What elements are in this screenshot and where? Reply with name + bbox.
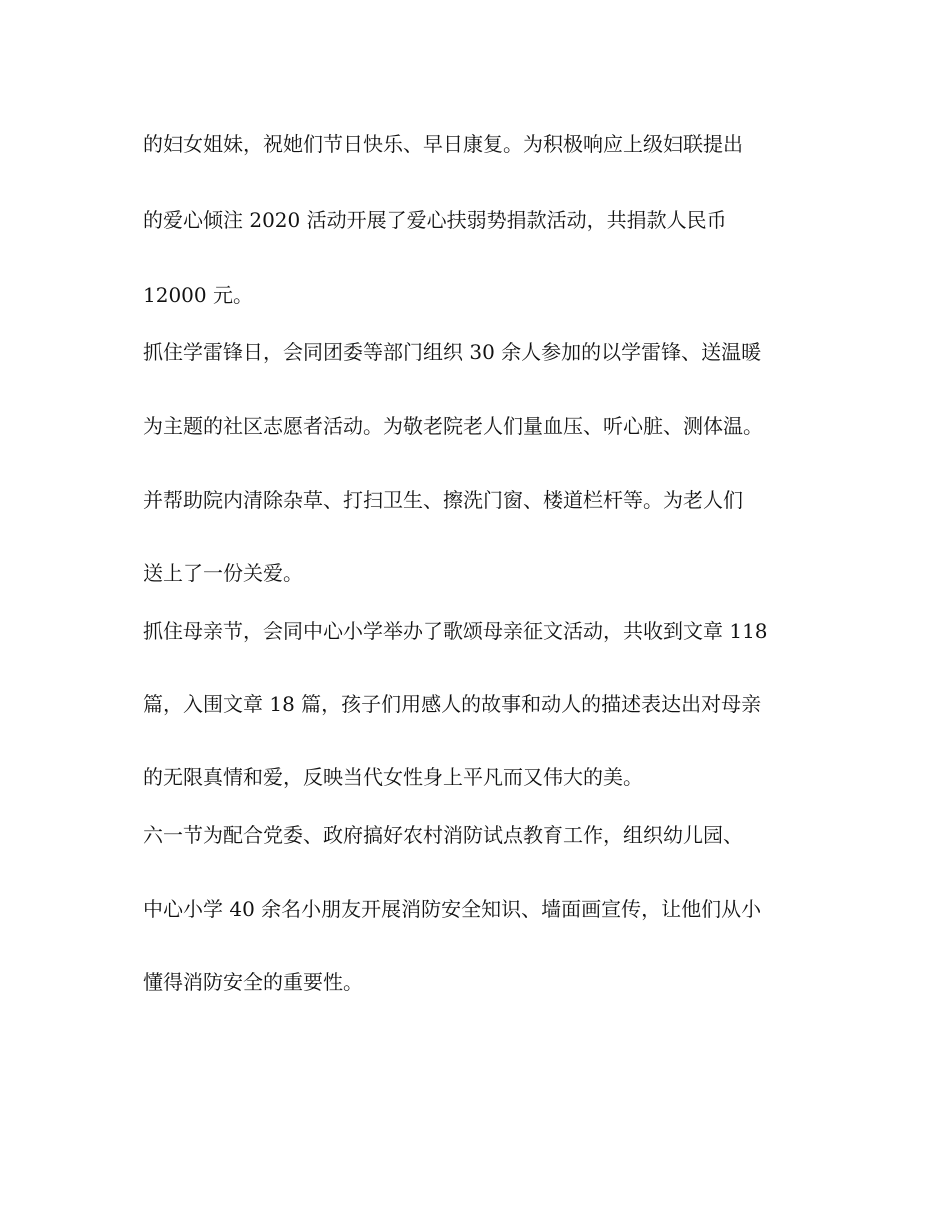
text-line: 中心小学 40 余名小朋友开展消防安全知识、墙面画宣传，让他们从小: [143, 897, 762, 921]
text-line: 篇，入围文章 18 篇，孩子们用感人的故事和动人的描述表达出对母亲: [143, 692, 762, 716]
text-line: 懂得消防安全的重要性。: [143, 970, 363, 994]
text-line: 送上了一份关爱。: [143, 561, 303, 585]
text-line: 的无限真情和爱，反映当代女性身上平凡而又伟大的美。: [143, 765, 643, 789]
text-line: 为主题的社区志愿者活动。为敬老院老人们量血压、听心脏、测体温。: [143, 414, 763, 438]
text-line: 的爱心倾注 2020 活动开展了爱心扶弱势捐款活动，共捐款人民币: [143, 208, 727, 232]
text-line: 抓住学雷锋日，会同团委等部门组织 30 余人参加的以学雷锋、送温暖: [143, 340, 762, 364]
text-line: 抓住母亲节，会同中心小学举办了歌颂母亲征文活动，共收到文章 118: [143, 619, 768, 643]
text-line: 的妇女姐妹，祝她们节日快乐、早日康复。为积极响应上级妇联提出: [143, 132, 743, 156]
text-line: 并帮助院内清除杂草、打扫卫生、擦洗门窗、楼道栏杆等。为老人们: [143, 488, 743, 512]
text-line: 六一节为配合党委、政府搞好农村消防试点教育工作，组织幼儿园、: [143, 823, 743, 847]
text-line: 12000 元。: [143, 283, 253, 307]
